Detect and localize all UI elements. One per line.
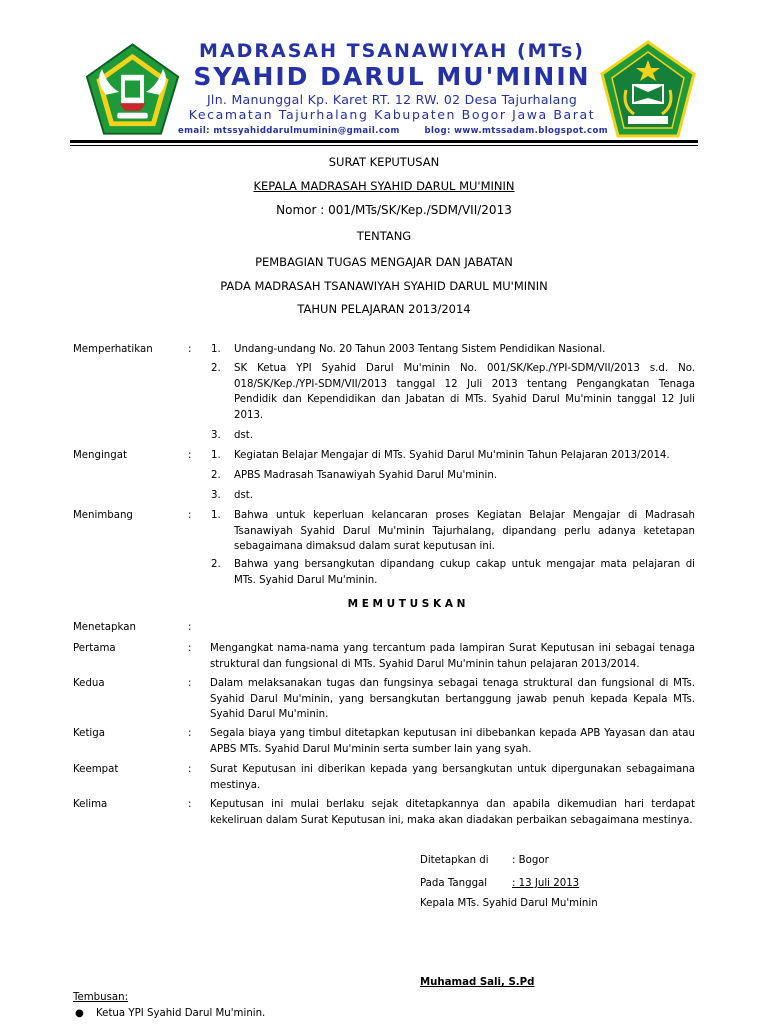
- decision-label: Ketiga: [73, 728, 105, 739]
- letterhead-rule-thick: [70, 140, 698, 143]
- colon: :: [188, 799, 192, 810]
- colon: :: [188, 622, 192, 633]
- item-number: 2.: [211, 559, 221, 570]
- item-number: 1.: [211, 510, 221, 521]
- title-sub3: TAHUN PELAJARAN 2013/2014: [297, 302, 471, 316]
- item-number: 3.: [211, 430, 221, 441]
- title-sub1: PEMBAGIAN TUGAS MENGAJAR DAN JABATAN: [255, 255, 513, 269]
- item-text: dst.: [234, 430, 254, 441]
- letterhead-contacts: [178, 126, 608, 136]
- title-sub2: PADA MADRASAH TSANAWIYAH SYAHID DARUL MU'MININ: [220, 279, 548, 293]
- tanggal-value: : 13 Juli 2013: [512, 878, 580, 889]
- title-nomor: Nomor : 001/MTs/SK/Kep./SDM/VII/2013: [276, 203, 512, 217]
- tembusan-label: Tembusan:: [73, 992, 129, 1003]
- decision-text: Keputusan ini mulai berlaku sejak ditetapkannya dan apabila dikemudian hari terdapat kekeliruan dalam Surat Keputusan ini, maka akan diadakan perbaikan sebagaimana mestinya.: [210, 799, 695, 826]
- item-text: Kegiatan Belajar Mengajar di MTs. Syahid Darul Mu'minin Tahun Pelajaran 2013/2014.: [234, 450, 670, 461]
- signatory-title: Kepala MTs. Syahid Darul Mu'minin: [420, 898, 598, 909]
- item-text: APBS Madrasah Tsanawiyah Syahid Darul Mu'minin.: [234, 470, 498, 481]
- item-text: Bahwa yang bersangkutan dipandang cukup cakap untuk mengajar mata pelajaran di MTs. Syahid Darul Mu'minin.: [234, 559, 695, 586]
- title-kepala: [0, 179, 768, 195]
- title-kepala-text: KEPALA MADRASAH SYAHID DARUL MU'MININ: [253, 179, 515, 193]
- decision-text: Mengangkat nama-nama yang tercantum pada lampiran Surat Keputusan ini sebagai tenaga struktural dan fungsional di MTs. Syahid Darul Mu'minin tahun pelajaran 2013/2014.: [210, 643, 695, 670]
- tanggal-line: [420, 876, 579, 892]
- signatory-name: Muhamad Sali, S.Pd: [420, 977, 535, 988]
- item-number: 2.: [211, 470, 221, 481]
- ditetapkan-line: [420, 853, 549, 869]
- item-text: dst.: [234, 490, 254, 501]
- decision-label: Kelima: [73, 799, 108, 810]
- tembusan-item-text: Ketua YPI Syahid Darul Mu'minin.: [96, 1008, 266, 1019]
- decision-label: Pertama: [73, 643, 116, 654]
- item-number: 2.: [211, 363, 221, 374]
- decision-label: Kedua: [73, 678, 105, 689]
- kemenag-logo-right: [598, 40, 698, 140]
- ditetapkan-label: Ditetapkan di: [420, 855, 489, 866]
- colon: :: [188, 728, 192, 739]
- memutuskan-heading: M E M U T U S K A N: [347, 598, 466, 610]
- menimbang-label: Menimbang: [73, 510, 133, 521]
- madrasah-logo-left: [85, 40, 180, 140]
- colon: :: [188, 510, 192, 521]
- mengingat-label: Mengingat: [73, 450, 127, 461]
- colon: :: [188, 764, 192, 775]
- letterhead-school-name: SYAHID DARUL MU'MININ: [193, 62, 591, 91]
- decision-text: Surat Keputusan ini diberikan kepada yang bersangkutan untuk dipergunakan sebagaimana mestinya.: [210, 764, 695, 791]
- title-tentang: TENTANG: [356, 229, 412, 243]
- letterhead-email: email: mtssyahiddarulmuminin@gmail.com: [178, 126, 400, 136]
- decision-text: Segala biaya yang timbul ditetapkan keputusan ini dibebankan kepada APB Yayasan dan atau APBS MTs. Syahid Darul Mu'minin serta sumber lain yang syah.: [210, 728, 695, 755]
- colon: :: [188, 344, 192, 355]
- item-number: 1.: [211, 344, 221, 355]
- letterhead-school-type: MADRASAH TSANAWIYAH (MTs): [199, 40, 585, 62]
- title-surat: SURAT KEPUTUSAN: [328, 155, 440, 169]
- decision-label: Keempat: [73, 764, 119, 775]
- colon: :: [188, 643, 192, 654]
- bullet-icon: ●: [75, 1008, 84, 1019]
- item-number: 3.: [211, 490, 221, 501]
- item-number: 1.: [211, 450, 221, 461]
- item-text: Bahwa untuk keperluan kelancaran proses Kegiatan Belajar Mengajar di Madrasah Tsanawiyah Syahid Darul Mu'minin Tajurhalang, dipandang perlu adanya ketetapan sebagaimana dimaksud dalam surat keputusan ini.: [234, 510, 695, 552]
- decision-text: Dalam melaksanakan tugas dan fungsinya sebagai tenaga struktural dan fungsional di MTs. Syahid Darul Mu'minin, yang bersangkutan bertanggung jawab penuh kepada Kepala MTs. Syahid Darul Mu'minin.: [210, 678, 695, 720]
- letterhead-region: Kecamatan Tajurhalang Kabupaten Bogor Jawa Barat: [188, 107, 596, 122]
- menetapkan-label: Menetapkan: [73, 622, 136, 633]
- letterhead-rule-thin: [70, 145, 698, 146]
- colon: :: [188, 450, 192, 461]
- tanggal-label: Pada Tanggal: [420, 878, 488, 889]
- item-text: Undang-undang No. 20 Tahun 2003 Tentang Sistem Pendidikan Nasional.: [234, 344, 606, 355]
- ditetapkan-value: : Bogor: [512, 855, 549, 866]
- item-text: SK Ketua YPI Syahid Darul Mu'minin No. 001/SK/Kep./YPI-SDM/VII/2013 s.d. No. 018/SK/Kep./YPI-SDM/VII/2013 tanggal 12 Juli 2013 tentang Pengangkatan Tenaga Pendidik dan Kependidikan dan Jabatan di MTs. Syahid Darul Mu'minin tanggal 12 Juli 2013.: [234, 363, 695, 421]
- memperhatikan-label: Memperhatikan: [73, 344, 153, 355]
- letterhead-address: Jln. Manunggal Kp. Karet RT. 12 RW. 02 Desa Tajurhalang: [206, 92, 578, 107]
- colon: :: [188, 678, 192, 689]
- letterhead: [172, 40, 612, 122]
- letterhead-blog: blog: www.mtssadam.blogspot.com: [424, 126, 608, 136]
